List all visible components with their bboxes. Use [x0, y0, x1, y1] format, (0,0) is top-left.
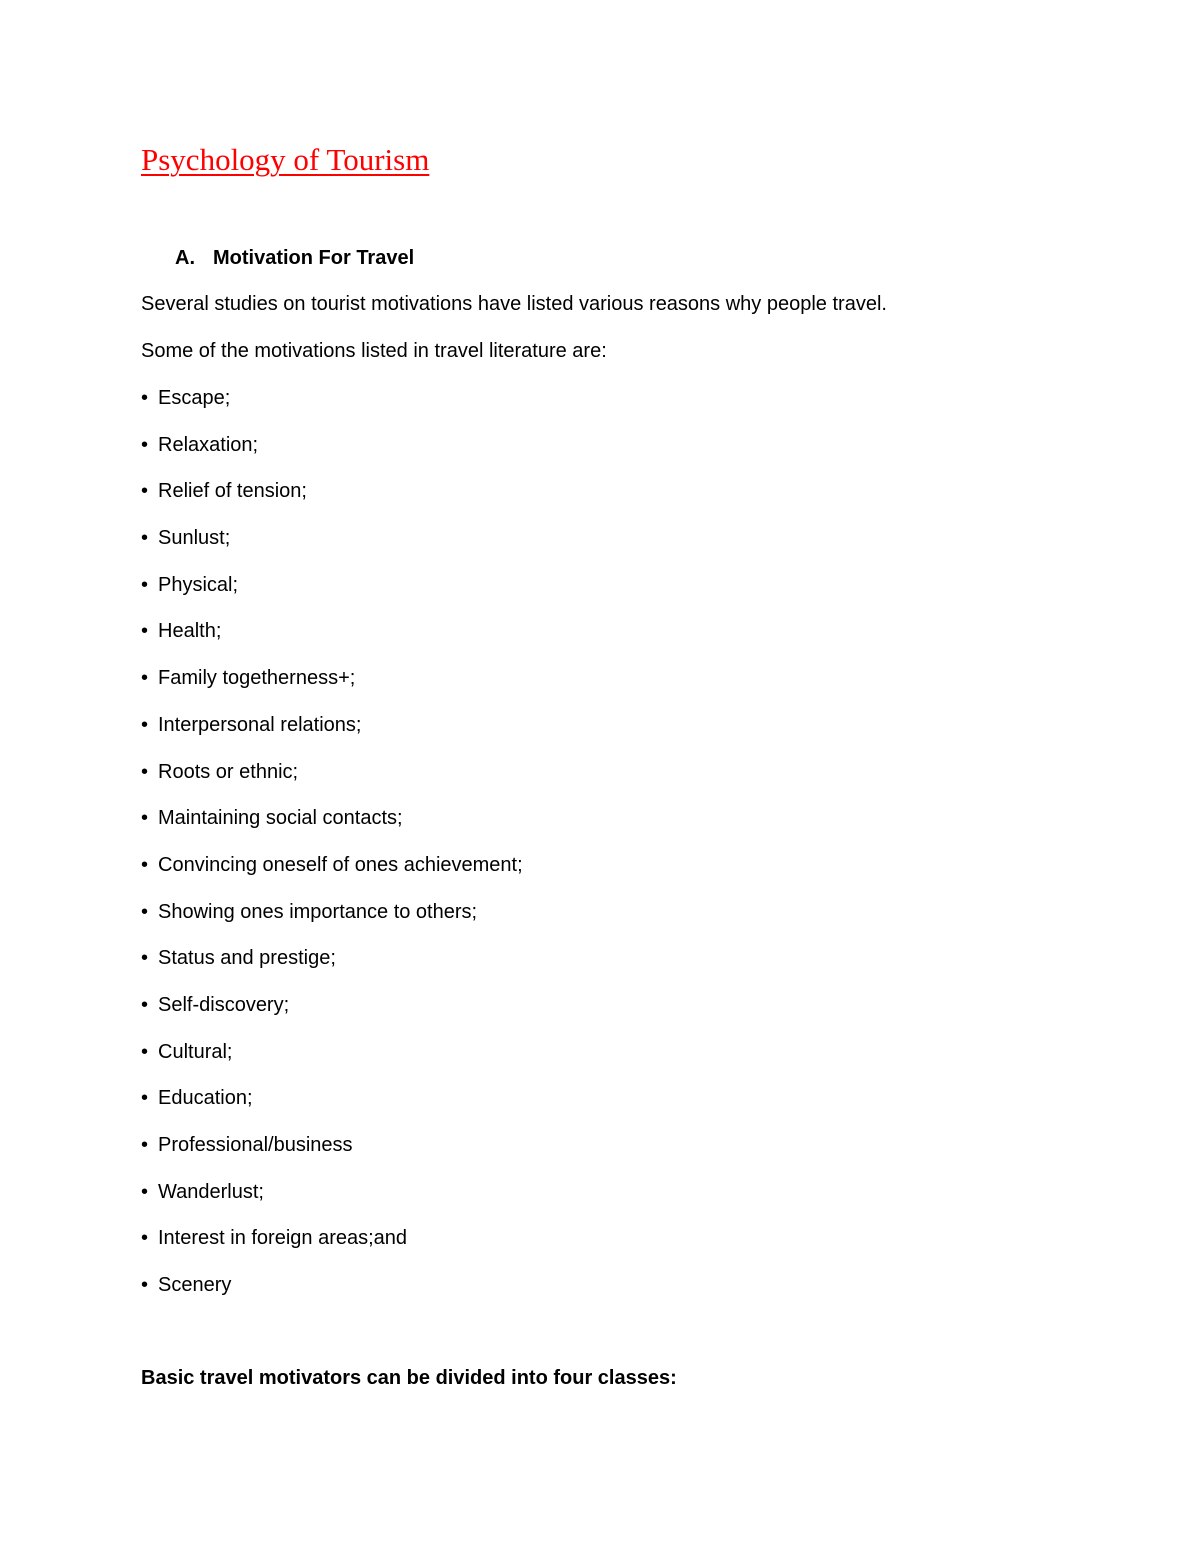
closing-paragraph: Basic travel motivators can be divided into four classes:: [141, 1367, 677, 1389]
document-title: Psychology of Tourism: [141, 142, 430, 177]
bullet-icon: •: [141, 993, 149, 1016]
list-item: [141, 664, 523, 711]
list-item: [141, 898, 523, 945]
list-item: [141, 1271, 523, 1318]
list-item-text: Escape;: [158, 387, 231, 409]
bullet-icon: •: [141, 807, 149, 830]
motivations-list: [141, 384, 523, 1318]
list-item: [141, 711, 523, 758]
list-item: [141, 571, 523, 618]
list-item-text: Relaxation;: [158, 433, 259, 456]
list-item: [141, 1084, 523, 1131]
list-item-text: Physical;: [158, 573, 239, 596]
list-item: [141, 851, 523, 898]
bullet-icon: •: [141, 387, 149, 409]
list-item-text: Convincing oneself of ones achievement;: [158, 853, 523, 876]
list-item-text: Status and prestige;: [158, 947, 336, 970]
bullet-icon: •: [141, 620, 149, 643]
list-item-text: Scenery: [158, 1274, 232, 1297]
list-item: [141, 944, 523, 991]
bullet-icon: •: [141, 1040, 149, 1063]
bullet-icon: •: [141, 527, 149, 550]
list-item: [141, 1224, 523, 1271]
bullet-icon: •: [141, 1134, 149, 1156]
lead-paragraph: Some of the motivations listed in travel literature are:: [141, 340, 607, 362]
bullet-icon: •: [141, 900, 149, 923]
list-item: [141, 524, 523, 571]
section-letter: A.: [175, 247, 195, 269]
intro-paragraph: Several studies on tourist motivations have listed various reasons why people travel.: [141, 293, 887, 315]
list-item: [141, 804, 523, 851]
list-item-text: Maintaining social contacts;: [158, 807, 403, 830]
bullet-icon: •: [141, 853, 149, 876]
bullet-icon: •: [141, 573, 149, 596]
list-item-text: Interest in foreign areas;and: [158, 1227, 408, 1250]
list-item: [141, 477, 523, 524]
list-item-text: Sunlust;: [158, 527, 231, 550]
section-heading-text: Motivation For Travel: [213, 247, 415, 269]
bullet-icon: •: [141, 1227, 149, 1250]
bullet-icon: •: [141, 480, 149, 503]
bullet-icon: •: [141, 667, 149, 690]
bullet-icon: •: [141, 947, 149, 970]
list-item: [141, 758, 523, 805]
list-item: [141, 991, 523, 1038]
bullet-icon: •: [141, 433, 149, 456]
list-item-text: Professional/business: [158, 1134, 353, 1156]
bullet-icon: •: [141, 760, 149, 783]
list-item-text: Education;: [158, 1087, 253, 1110]
list-item-text: Self-discovery;: [158, 993, 290, 1016]
list-item: [141, 1038, 523, 1085]
bullet-icon: •: [141, 1087, 149, 1110]
list-item-text: Health;: [158, 620, 222, 643]
list-item: [141, 617, 523, 664]
bullet-icon: •: [141, 1274, 149, 1297]
list-item-text: Cultural;: [158, 1040, 233, 1063]
list-item: [141, 384, 523, 431]
list-item-text: Wanderlust;: [158, 1180, 264, 1203]
list-item-text: Relief of tension;: [158, 480, 307, 503]
list-item: [141, 1178, 523, 1225]
list-item-text: Family togetherness+;: [158, 667, 356, 690]
list-item: [141, 1131, 523, 1178]
list-item-text: Showing ones importance to others;: [158, 900, 478, 923]
section-heading: [175, 244, 414, 272]
list-item-text: Interpersonal relations;: [158, 713, 362, 736]
bullet-icon: •: [141, 713, 149, 736]
list-item: [141, 431, 523, 478]
list-item-text: Roots or ethnic;: [158, 760, 299, 783]
bullet-icon: •: [141, 1180, 149, 1203]
